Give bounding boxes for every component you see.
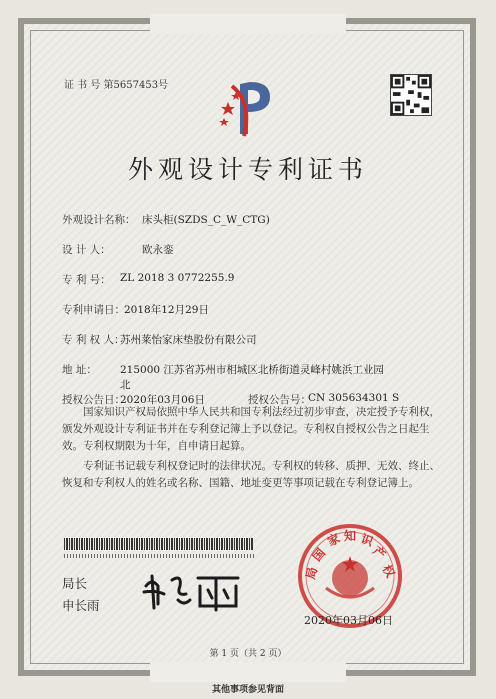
grant-number-label: 授权公告号： [248, 394, 311, 406]
certificate-number: 证 书 号 第5657453号 [64, 80, 169, 91]
qr-code-icon [390, 74, 432, 116]
page-number: 第 1 页（共 2 页） [209, 649, 287, 659]
designer-value: 欧永銮 [142, 244, 174, 256]
legal-status-paragraph: 专利证书记载专利权登记时的法律状况。专利权的转移、质押、无效、终止、恢复和专利权人的姓名或名称、国籍、地址变更等事项记载在专利登记簿上。 [62, 460, 440, 489]
svg-text:家: 家 [325, 530, 343, 549]
grant-statement-paragraph: 国家知识产权局依照中华人民共和国专利法经过初步审查，决定授予专利权，颁发外观设计专利证书并在专利登记簿上予以登记。专利权自授权公告之日起生效。专利权期限为十年，自申请日起算。 [62, 406, 440, 452]
patent-office-logo-icon [218, 72, 278, 142]
director-title: 局长 [62, 576, 88, 591]
seal-date: 2020年03月06日 [304, 614, 393, 627]
bottom-ornament [150, 662, 346, 682]
patent-number-value: ZL 2018 3 0772255.9 [120, 272, 235, 284]
designer-label: 设 计 人： [62, 244, 111, 256]
address-label: 地 址： [62, 364, 97, 376]
patentee-label: 专 利 权 人： [62, 334, 125, 346]
footer-note: 其他事项参见背面 [211, 685, 284, 695]
director-signature [138, 564, 248, 616]
grant-date-value: 2020年03月06日 [120, 394, 205, 406]
certificate-title: 外观设计专利证书 [127, 155, 368, 184]
grant-date-label: 授权公告日： [62, 394, 125, 406]
patent-number-label: 专 利 号： [62, 274, 111, 286]
svg-text:识: 识 [358, 531, 376, 549]
svg-text:知: 知 [344, 529, 357, 543]
svg-text:权: 权 [379, 562, 398, 580]
svg-text:产: 产 [370, 543, 389, 563]
application-date-value: 2018年12月29日 [124, 304, 209, 316]
top-ornament [150, 14, 346, 34]
grant-number-value: CN 305634301 S [308, 392, 400, 404]
director-name: 申长雨 [62, 598, 100, 613]
barcode-lower-strip [64, 554, 254, 558]
svg-text:局: 局 [303, 565, 321, 581]
svg-text:国: 国 [309, 545, 329, 564]
design-name-label: 外观设计名称： [62, 214, 136, 226]
address-value: 215000 江苏省苏州市相城区北桥街道灵峰村姚浜工业园 [120, 364, 384, 376]
barcode-icon [64, 538, 254, 550]
address-value-continued: 北 [120, 379, 131, 391]
application-date-label: 专利申请日： [62, 304, 125, 316]
design-name-value: 床头柜(SZDS_C_W_CTG) [142, 214, 270, 226]
patentee-value: 苏州莱怡家床垫股份有限公司 [120, 334, 257, 346]
